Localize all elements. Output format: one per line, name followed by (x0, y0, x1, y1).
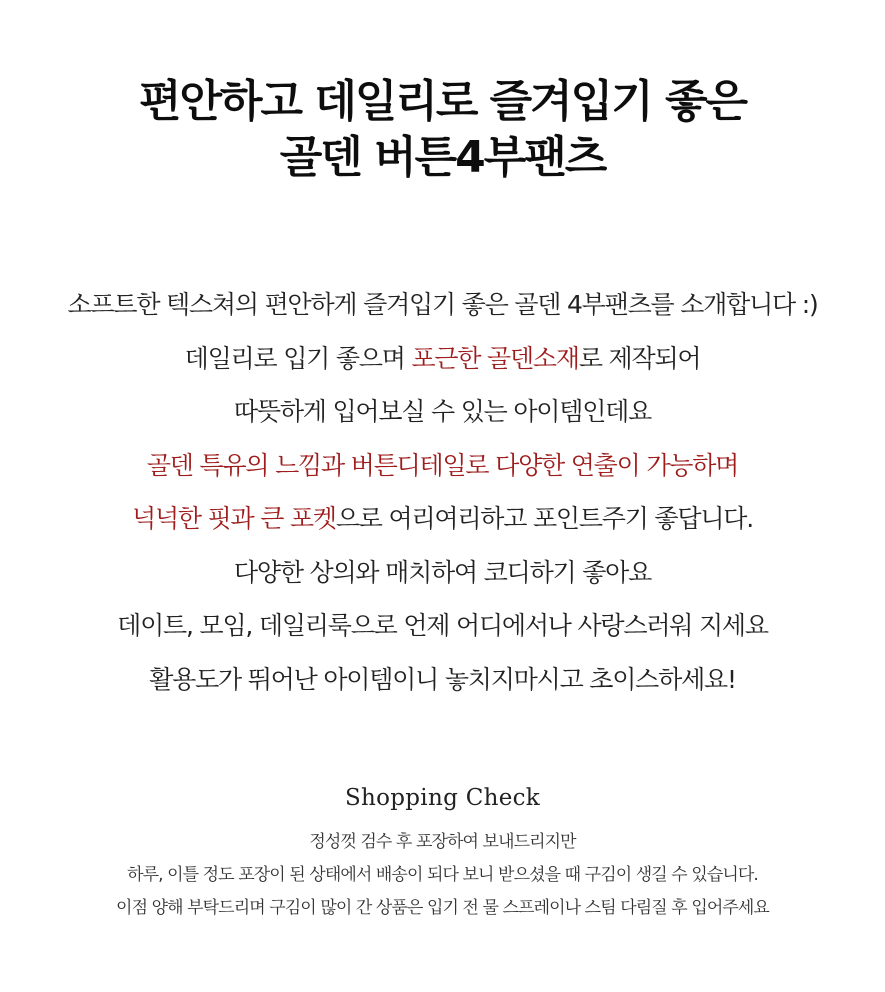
shopping-check-title: Shopping Check (344, 785, 541, 811)
description-text: 데일리로 입기 좋으며 (184, 343, 412, 373)
description-line-5 (0, 492, 885, 546)
description-text: 로 제작되어 (578, 343, 701, 373)
description-highlight: 포근한 골덴소재 (411, 343, 579, 373)
product-description (0, 278, 885, 706)
description-line-1: 소프트한 텍스쳐의 편안하게 즐겨입기 좋은 골덴 4부팬츠를 소개합니다 :) (67, 290, 818, 319)
headline-line-2: 골덴 버튼4부팬츠 (279, 132, 606, 183)
description-line-3: 따뜻하게 입어보실 수 있는 아이템인데요 (233, 397, 652, 426)
shopping-note-2: 하루, 이틀 정도 포장이 된 상태에서 배송이 되다 보니 받으셨을 때 구김이 생길 수 있습니다. (127, 865, 758, 885)
description-line-8: 활용도가 뛰어난 아이템이니 놓치지마시고 초이스하세요! (149, 664, 736, 694)
headline-line-1: 편안하고 데일리로 즐겨입기 좋은 (138, 76, 746, 127)
description-line-6: 다양한 상의와 매치하여 코디하기 좋아요 (233, 557, 652, 587)
product-headline (0, 74, 885, 186)
description-highlight: 넉넉한 핏과 큰 포켓 (132, 504, 336, 533)
description-line-7: 데이트, 모임, 데일리룩으로 언제 어디에서나 사랑스러워 지세요 (117, 611, 768, 640)
description-line-2 (0, 332, 885, 386)
shopping-note-3: 이점 양해 부탁드리며 구김이 많이 간 상품은 입기 전 물 스프레이나 스팀 다림질 후 입어주세요 (116, 898, 769, 918)
shopping-check-notes (0, 826, 885, 925)
description-line-4: 골덴 특유의 느낌과 버튼디테일로 다양한 연출이 가능하며 (146, 450, 739, 480)
description-text: 으로 여리여리하고 포인트주기 좋답니다. (335, 504, 753, 533)
shopping-note-1: 정성껏 검수 후 포장하여 보내드리지만 (309, 832, 576, 852)
